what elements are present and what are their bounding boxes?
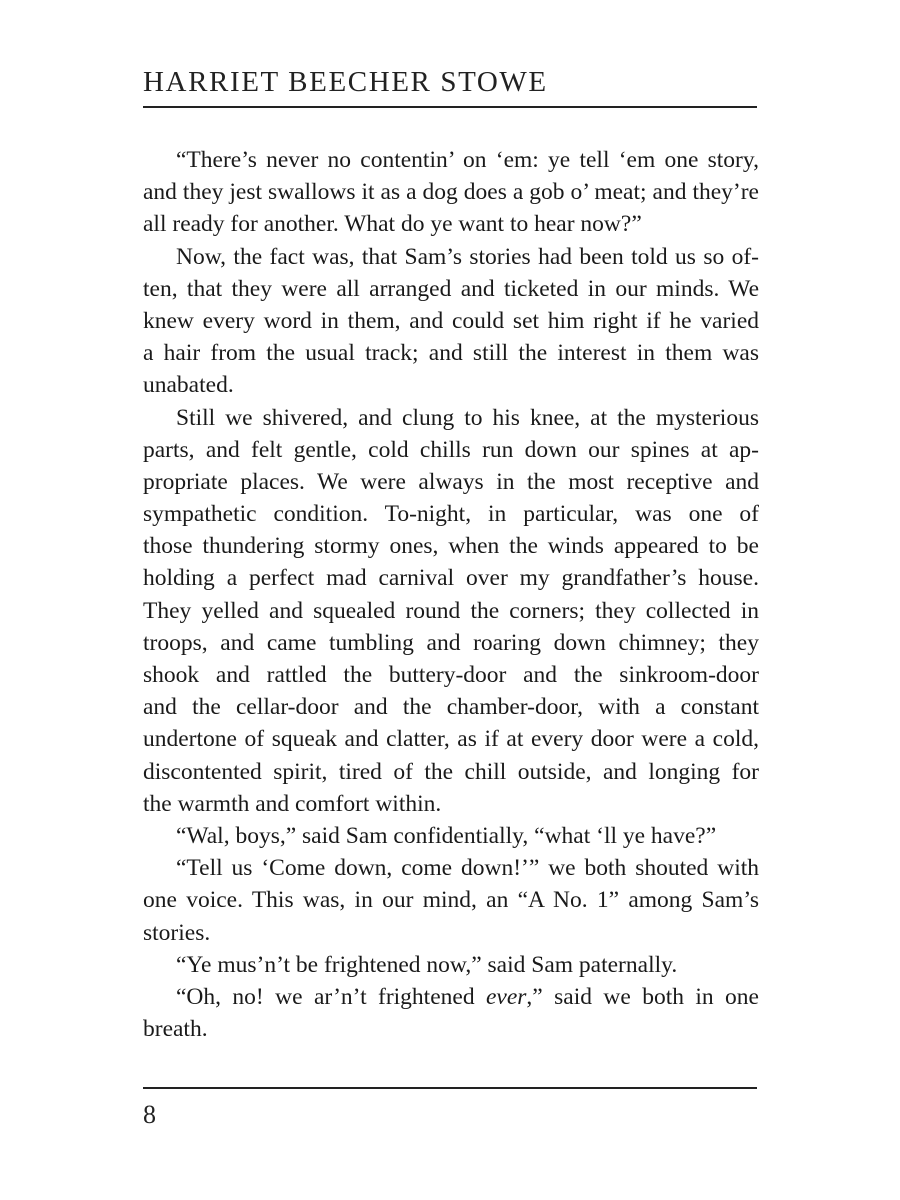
text-line: They yelled and squealed round the corners; they collected in bbox=[143, 597, 759, 624]
paragraph bbox=[143, 820, 759, 852]
paragraph bbox=[143, 402, 759, 820]
running-head-title: HARRIET BEECHER STOWE bbox=[143, 66, 548, 98]
text-line: those thundering stormy ones, when the winds appeared to be bbox=[143, 533, 759, 560]
paragraph bbox=[143, 949, 759, 981]
text-line: holding a perfect mad carnival over my grandfather’s house. bbox=[143, 565, 759, 592]
text-line: Still we shivered, and clung to his knee, at the mysterious bbox=[176, 404, 759, 431]
text-line: troops, and came tumbling and roaring down chimney; they bbox=[143, 629, 759, 656]
text-line: “Tell us ‘Come down, come down!’” we both shouted with bbox=[176, 855, 759, 882]
text-line: and they jest swallows it as a dog does a gob o’ meat; and they’re bbox=[143, 179, 759, 206]
text-line: a hair from the usual track; and still the interest in them was bbox=[143, 340, 759, 367]
text-line: “Wal, boys,” said Sam confidentially, “what ‘ll ye have?” bbox=[176, 822, 717, 849]
paragraph bbox=[143, 981, 759, 1045]
paragraph bbox=[143, 144, 759, 241]
text-line: unabated. bbox=[143, 372, 234, 399]
text-line: Now, the fact was, that Sam’s stories had been told us so of- bbox=[176, 243, 759, 270]
text-line: the warmth and comfort within. bbox=[143, 790, 442, 817]
header-rule bbox=[143, 106, 757, 108]
text-line: undertone of squeak and clatter, as if at every door were a cold, bbox=[143, 726, 759, 753]
text-line: all ready for another. What do ye want to hear now?” bbox=[143, 211, 642, 238]
text-line: propriate places. We were always in the most receptive and bbox=[143, 468, 759, 495]
emphasis-text: ever bbox=[485, 983, 527, 1010]
text-line: shook and rattled the buttery-door and the sinkroom-door bbox=[143, 662, 759, 688]
paragraph bbox=[143, 852, 759, 949]
text-line: knew every word in them, and could set him right if he varied bbox=[143, 307, 759, 334]
page-number: 8 bbox=[143, 1100, 156, 1129]
text-line bbox=[143, 981, 759, 1013]
text-line: sympathetic condition. To-night, in particular, was one of bbox=[143, 501, 759, 528]
text-line: “There’s never no contentin’ on ‘em: ye tell ‘em one story, bbox=[176, 147, 759, 173]
body-text bbox=[143, 144, 759, 1045]
text-line: “Ye mus’n’t be frightened now,” said Sam paternally. bbox=[176, 951, 678, 978]
paragraph bbox=[143, 241, 759, 402]
text-run: ,” said we both in one bbox=[526, 983, 759, 1010]
text-line: discontented spirit, tired of the chill outside, and longing for bbox=[143, 758, 759, 785]
text-line: one voice. This was, in our mind, an “A No. 1” among Sam’s bbox=[143, 887, 759, 914]
text-line: breath. bbox=[143, 1016, 208, 1043]
text-line: parts, and felt gentle, cold chills run down our spines at ap- bbox=[143, 436, 759, 463]
text-line: and the cellar-door and the chamber-door, with a constant bbox=[143, 694, 759, 721]
text-line: ten, that they were all arranged and ticketed in our minds. We bbox=[143, 275, 759, 302]
text-run: “Oh, no! we ar’n’t frightened bbox=[176, 983, 486, 1010]
text-line: stories. bbox=[143, 919, 211, 946]
footer-rule bbox=[143, 1087, 757, 1089]
